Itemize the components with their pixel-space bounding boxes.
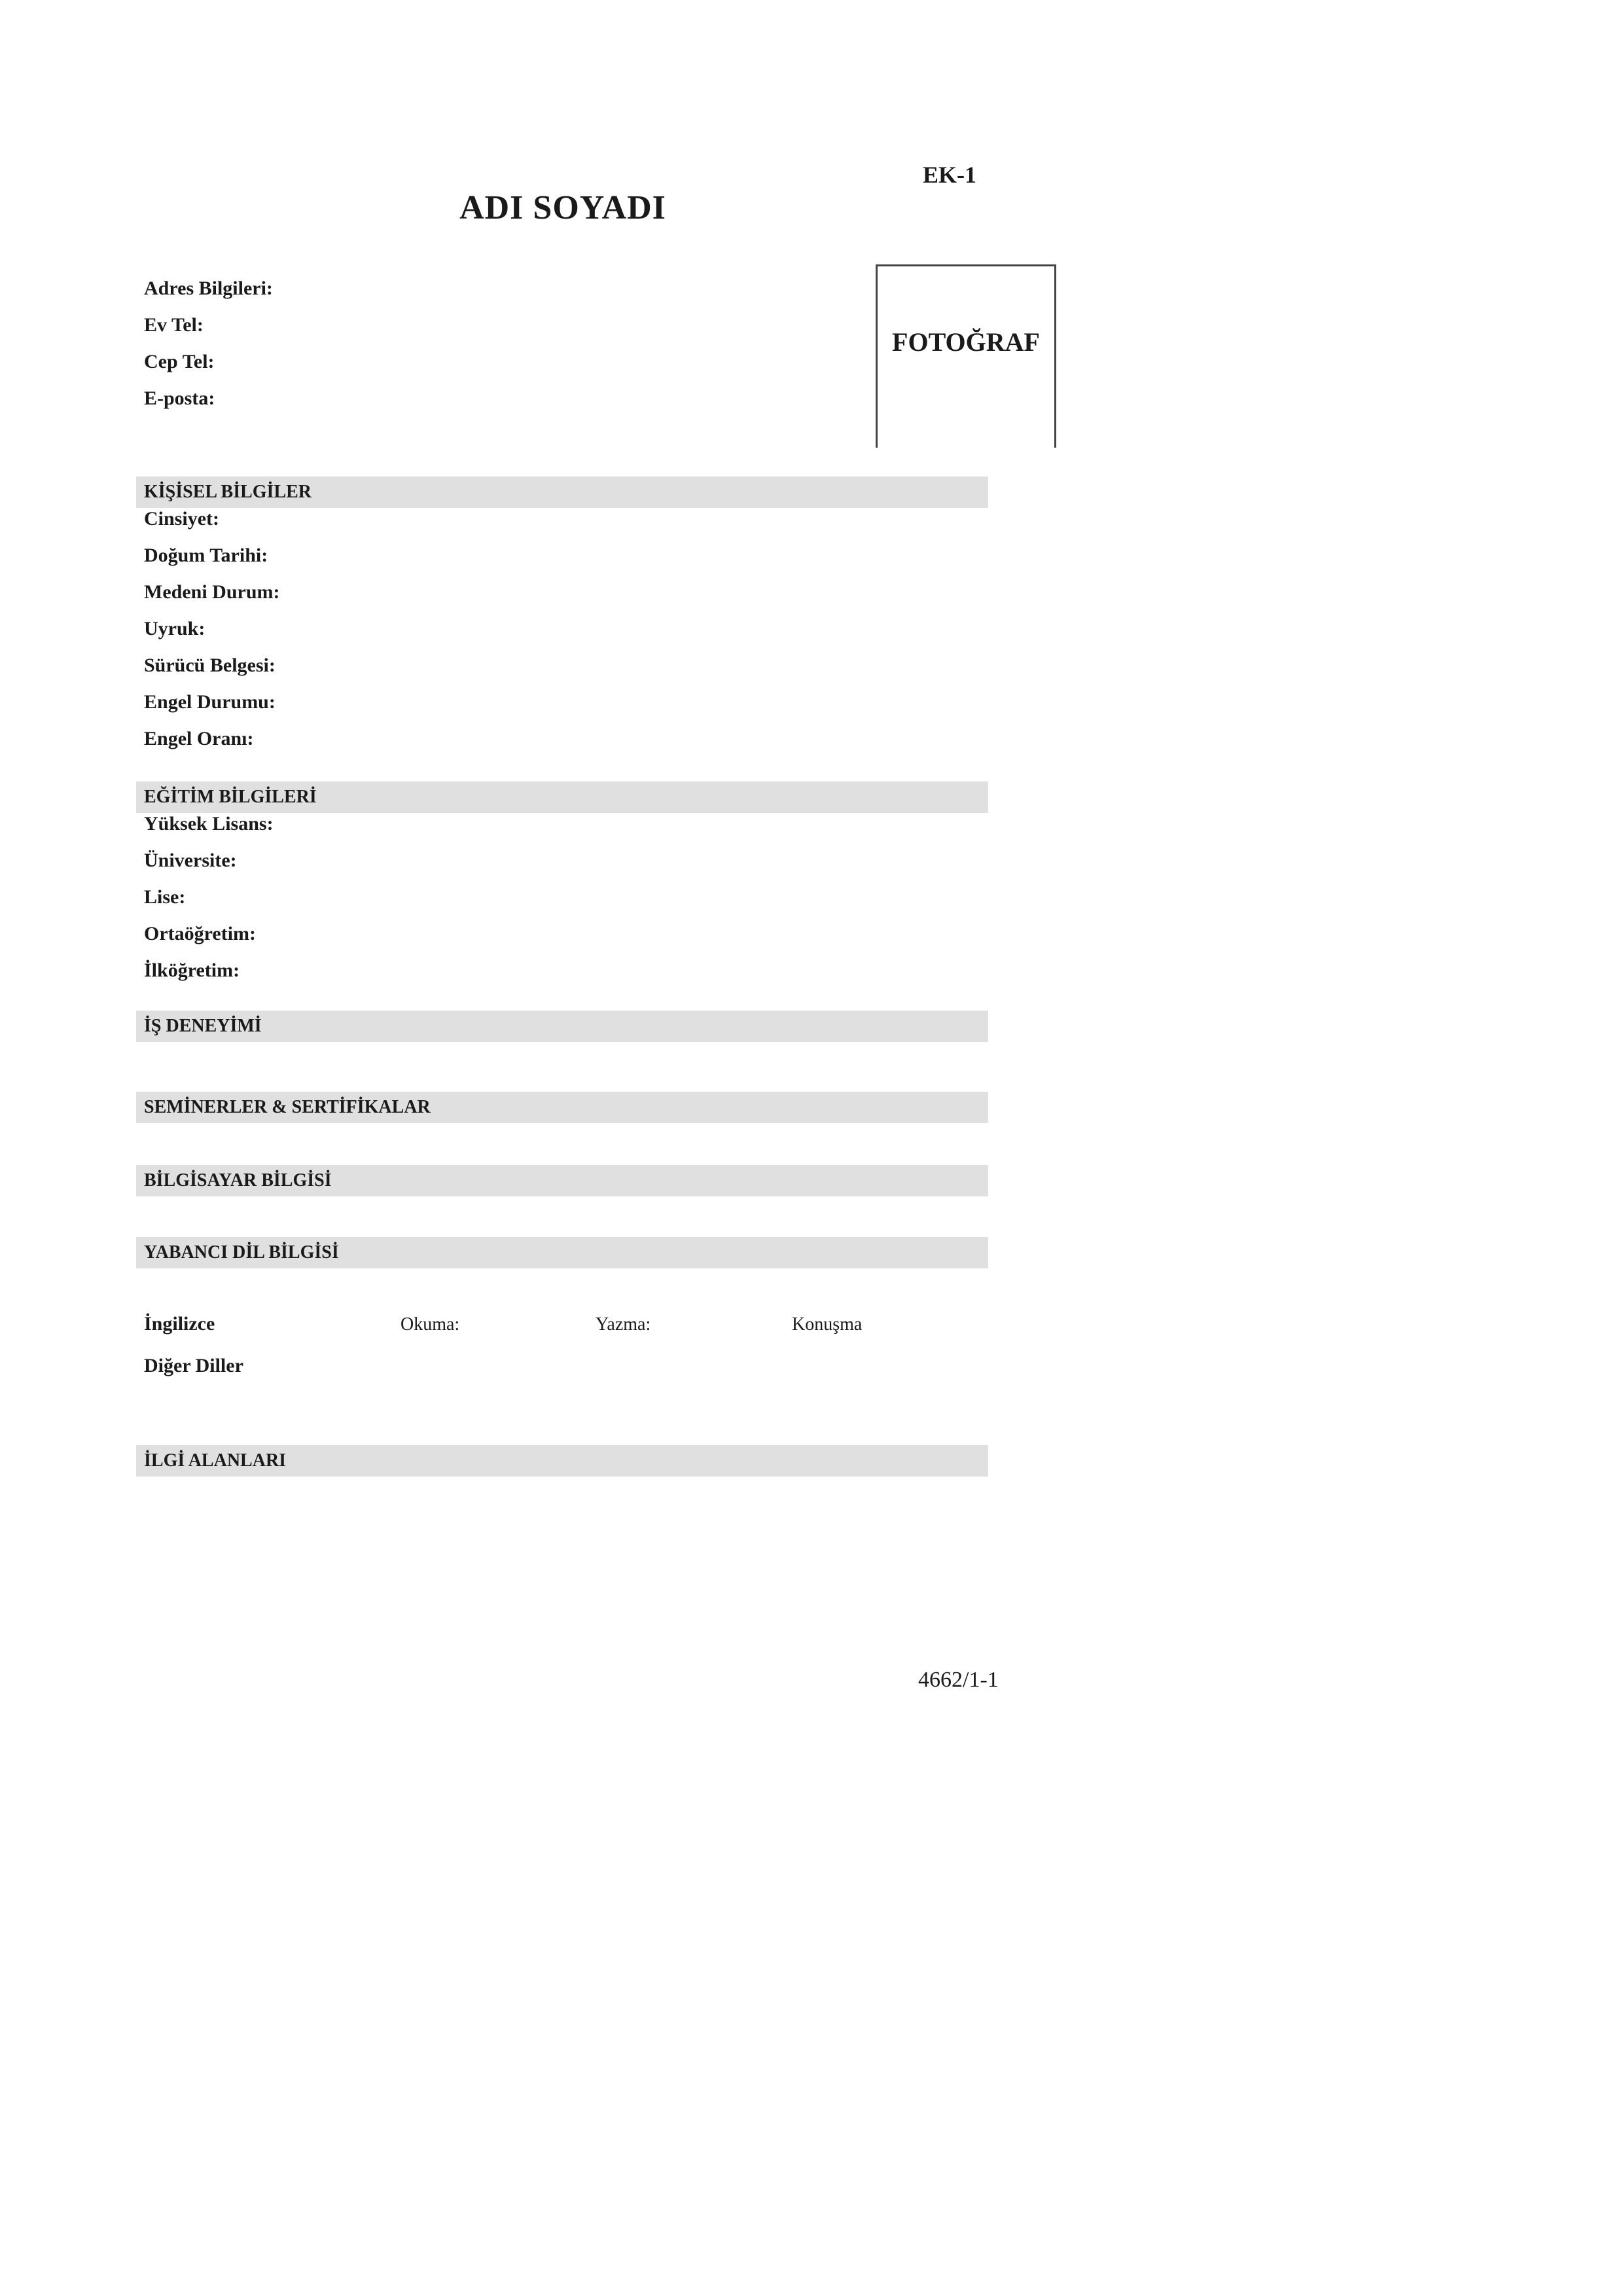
english-label: İngilizce: [144, 1313, 215, 1335]
disability-rate-label: Engel Oranı:: [144, 728, 254, 749]
section-personal: KİŞİSEL BİLGİLER: [136, 476, 988, 508]
reading-label: Okuma:: [401, 1314, 460, 1335]
email-label: E-posta:: [144, 387, 215, 409]
secondary-school-label: Ortaöğretim:: [144, 923, 257, 944]
driver-license-label: Sürücü Belgesi:: [144, 655, 276, 676]
section-computer: BİLGİSAYAR BİLGİSİ: [136, 1165, 988, 1196]
form-code: 4662/1-1: [918, 1668, 999, 1692]
section-education: EĞİTİM BİLGİLERİ: [136, 781, 988, 813]
nationality-label: Uyruk:: [144, 618, 205, 639]
name-title: ADI SOYADI: [459, 189, 666, 226]
primary-school-label: İlköğretim:: [144, 960, 240, 981]
gender-label: Cinsiyet:: [144, 508, 219, 529]
annex-label: EK-1: [923, 162, 977, 188]
high-school-label: Lise:: [144, 886, 186, 908]
writing-label: Yazma:: [596, 1314, 651, 1335]
photo-label: FOTOĞRAF: [892, 327, 1040, 357]
masters-label: Yüksek Lisans:: [144, 813, 274, 834]
birth-date-label: Doğum Tarihi:: [144, 545, 268, 566]
home-phone-label: Ev Tel:: [144, 314, 204, 336]
section-experience: İŞ DENEYİMİ: [136, 1011, 988, 1042]
university-label: Üniversite:: [144, 850, 237, 871]
section-languages: YABANCI DİL BİLGİSİ: [136, 1237, 988, 1268]
mobile-phone-label: Cep Tel:: [144, 351, 215, 372]
section-seminars: SEMİNERLER & SERTİFİKALAR: [136, 1092, 988, 1123]
photo-box: [876, 264, 1056, 448]
address-label: Adres Bilgileri:: [144, 278, 273, 299]
marital-status-label: Medeni Durum:: [144, 581, 280, 603]
speaking-label: Konuşma: [792, 1314, 863, 1335]
disability-status-label: Engel Durumu:: [144, 691, 276, 713]
section-interests: İLGİ ALANLARI: [136, 1445, 988, 1477]
other-languages-label: Diğer Diller: [144, 1355, 243, 1376]
